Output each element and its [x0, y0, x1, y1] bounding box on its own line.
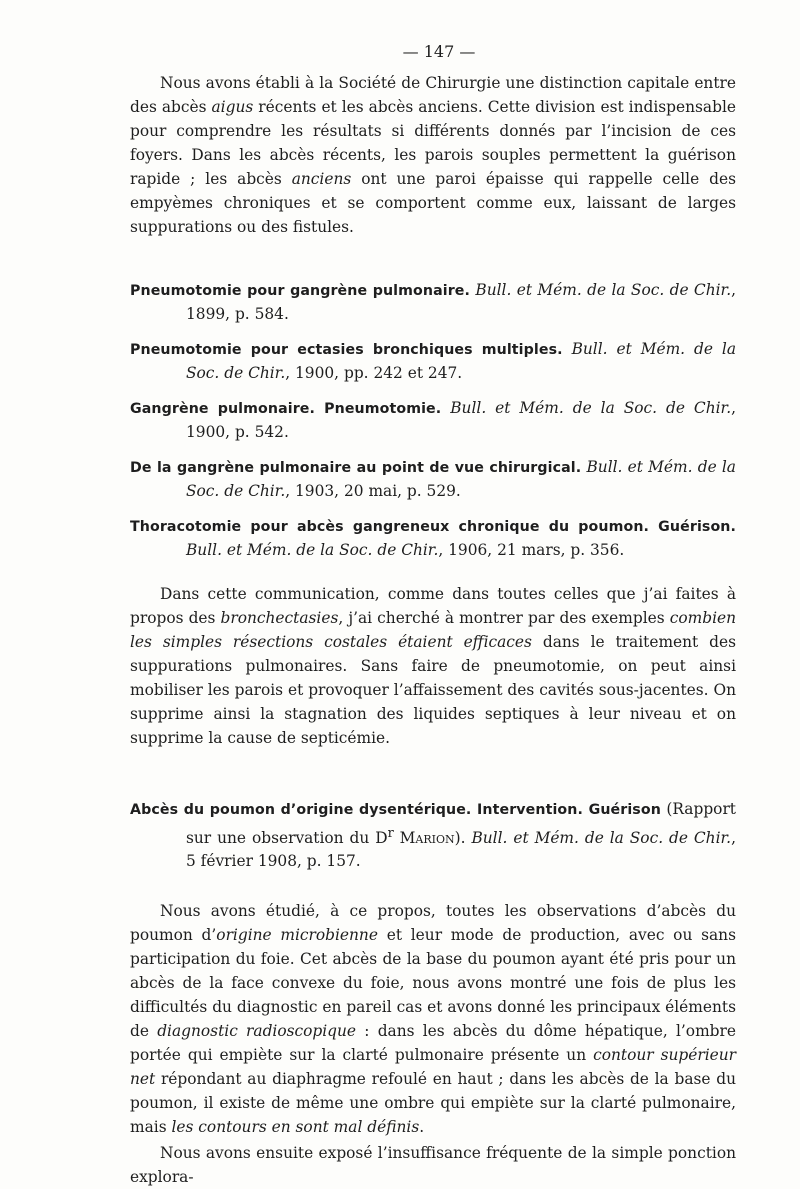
paragraph-origine-microbienne: [130, 899, 736, 1139]
text-run: , j’ai cherché à montrer par des exemples: [338, 609, 670, 627]
reference-details: , 1899, p. 584.: [186, 281, 737, 323]
paragraph-abces-aigus: [130, 71, 736, 239]
reference-entry: [130, 279, 736, 326]
paragraph-ponction-exploratrice: [130, 1141, 736, 1189]
text-run: .: [419, 1118, 425, 1137]
reference-entry: [130, 397, 736, 444]
italic-run: diagnostic radioscopique: [157, 1022, 357, 1041]
reference-journal: Bull. et Mém. de la Soc. de Chir.: [450, 399, 732, 417]
reference-journal: Bull. et Mém. de la Soc. de Chir.: [186, 541, 439, 559]
reference-entry: [130, 515, 736, 562]
page-number: — 147 —: [402, 42, 476, 61]
reference-title: Gangrène pulmonaire. Pneumotomie.: [130, 401, 442, 417]
reference-journal: Bull. et Mém. de la Soc. de Chir.: [186, 458, 736, 500]
reference-title: Thoracotomie pour abcès gangreneux chronique du poumon. Guérison.: [130, 519, 736, 535]
reference-entry: [130, 338, 736, 385]
italic-run: combien les simples résections costales étaient efficaces: [130, 609, 737, 651]
text-run: Nous avons ensuite exposé l’insuffisance fréquente de la simple ponction explora-: [130, 1144, 736, 1187]
italic-run: origine microbienne: [216, 926, 378, 945]
reference-details: , 1903, 20 mai, p. 529.: [285, 482, 461, 500]
reference-details: , 1900, pp. 242 et 247.: [285, 364, 463, 382]
reference-abces-dysenterique: Abcès du poumon d’origine dysentérique. Intervention. Guérison (Rapport sur une observation du $D^r$ Marion). Bull. et Mém. de la Soc. de Chir., 5 février 1908, p. 157.: [130, 800, 736, 871]
text-run: Nous avons étudié, à ce propos, toutes les observations d’abcès du poumon d’: [130, 902, 736, 945]
italic-run: anciens: [291, 170, 352, 188]
text-run: Nous avons établi à la Société de Chirurgie une distinction capitale entre des abcès: [130, 74, 736, 116]
reference-journal: Bull. et Mém. de la Soc. de Chir.: [186, 340, 736, 382]
reference-entry: [130, 456, 736, 503]
reference-title: De la gangrène pulmonaire au point de vue chirurgical.: [130, 460, 582, 476]
italic-run: aigus: [211, 98, 254, 116]
italic-run: les contours en sont mal définis: [171, 1118, 420, 1137]
text-run: et leur mode de production, avec ou sans participation du foie. Cet abcès de la base du poumon ayant été pris pour un abcès de la face convexe du foie, nous avons montré une fois de plus les difficultés du diagnostic en pareil cas et avons donné les principaux éléments de: [130, 926, 736, 1041]
reference-list-1: [130, 279, 736, 562]
text-run: répondant au diaphragme refoulé en haut ; dans les abcès de la base du poumon, il existe de même une ombre qui empiète sur la clarté pulmonaire, mais: [130, 1070, 736, 1137]
italic-run: bronchectasies: [220, 609, 339, 627]
reference-title: Pneumotomie pour gangrène pulmonaire.: [130, 283, 471, 299]
text-run: ont une paroi épaisse qui rappelle celle des empyèmes chroniques et se comportent comme eux, laissant de larges suppurations ou des fistules.: [130, 170, 736, 236]
text-run: dans le traitement des suppurations pulmonaires. Sans faire de pneumotomie, on peut ainsi mobiliser les parois et provoquer l’affaissement des cavités sous-jacentes. On supprime ainsi la stagnation des liquides septiques à leur niveau et on supprime la cause de septicémie.: [130, 633, 737, 747]
reference-journal: Bull. et Mém. de la Soc. de Chir.: [475, 281, 732, 299]
author-name: Marion: [399, 829, 455, 848]
reference-journal: Bull. et Mém. de la Soc. de Chir.: [471, 829, 732, 848]
text-run: Dans cette communication, comme dans toutes celles que j’ai faites à propos des: [130, 585, 736, 627]
reference-details: , 1900, p. 542.: [186, 399, 736, 441]
reference-title: Pneumotomie pour ectasies bronchiques multiples.: [130, 342, 563, 358]
reference-details: , 1906, 21 mars, p. 356.: [438, 541, 625, 559]
paragraph-bronchectasies: [130, 582, 736, 750]
text-run: récents et les abcès anciens. Cette division est indispensable pour comprendre les résultats si différents donnés par l’incision de ces foyers. Dans les abcès récents, les parois souples permettent la guérison rapide ; les abcès: [130, 98, 736, 188]
italic-run: contour supérieur net: [130, 1046, 736, 1089]
text-run: : dans les abcès du dôme hépatique, l’ombre portée qui empiète sur la clarté pulmonaire présente un: [130, 1022, 736, 1065]
reference-title: Abcès du poumon d’origine dysentérique. Intervention. Guérison: [130, 802, 661, 818]
